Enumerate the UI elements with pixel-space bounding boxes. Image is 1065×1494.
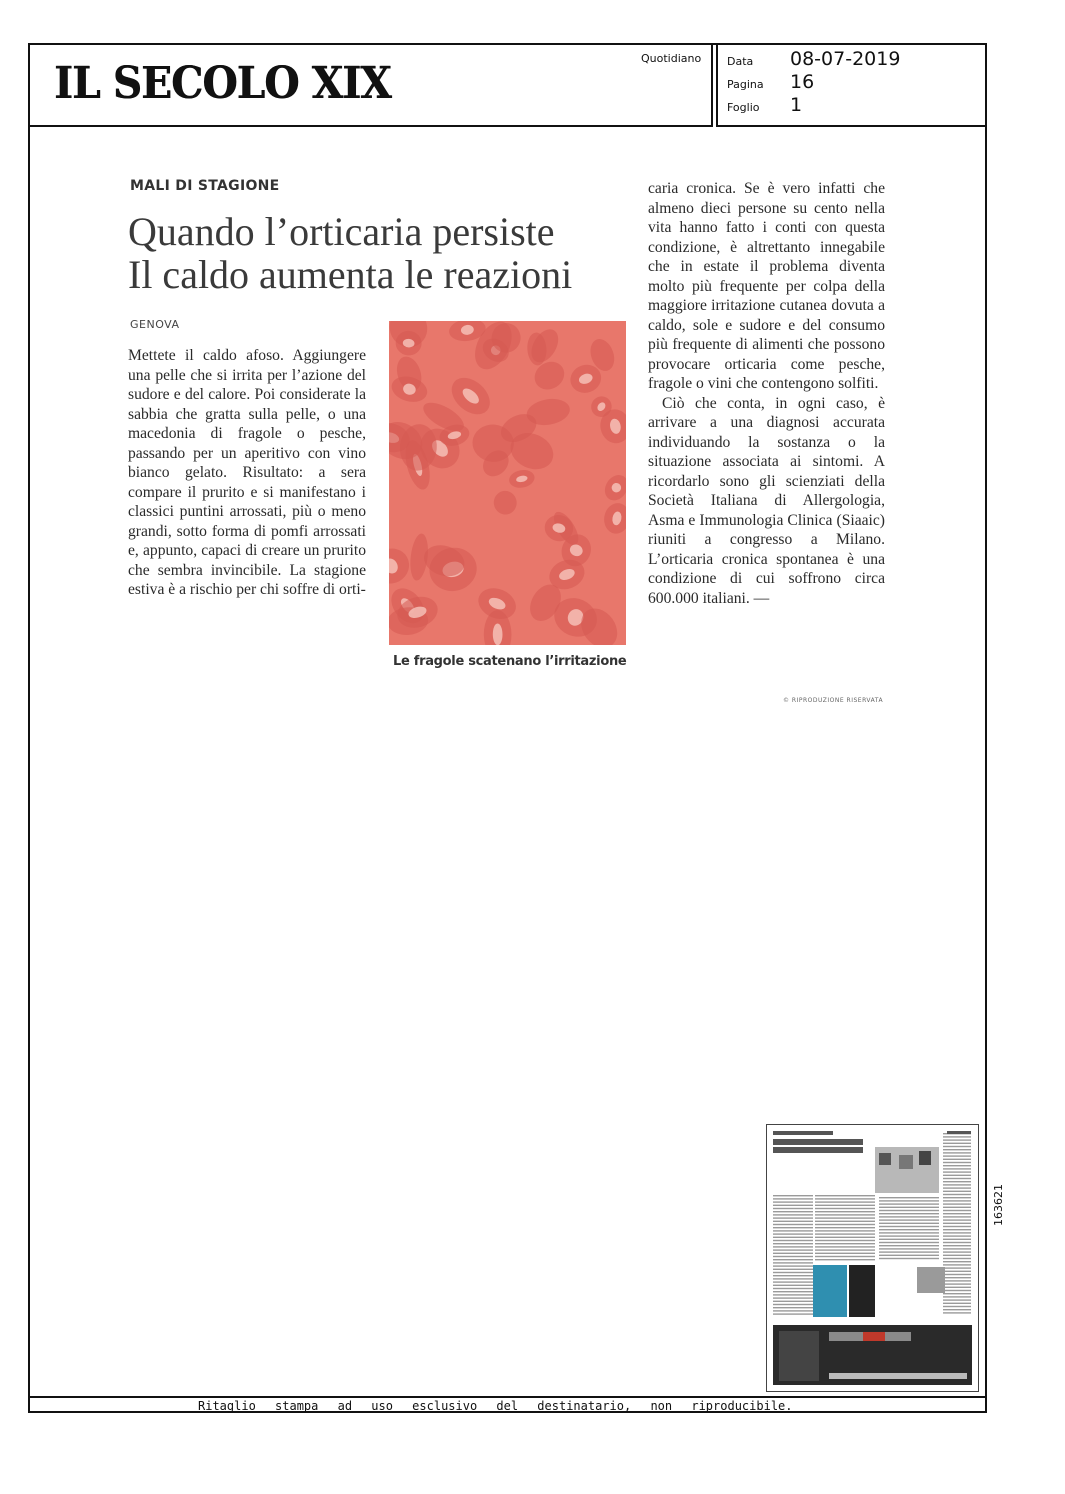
- thumbnail-line: [815, 1237, 875, 1238]
- thumbnail-line: [943, 1200, 971, 1201]
- thumbnail-line: [773, 1211, 813, 1212]
- thumbnail-line: [815, 1217, 875, 1218]
- thumbnail-line: [773, 1272, 813, 1273]
- thumbnail-line: [815, 1224, 875, 1225]
- thumbnail-line: [879, 1197, 939, 1198]
- article-dateline: GENOVA: [130, 318, 180, 331]
- thumbnail-line: [879, 1203, 939, 1204]
- thumbnail-line: [879, 1232, 939, 1233]
- thumbnail-line: [943, 1146, 971, 1147]
- thumbnail-line: [773, 1208, 813, 1209]
- sheet-label: Foglio: [727, 101, 760, 114]
- thumbnail-line: [773, 1281, 813, 1282]
- thumbnail-line: [773, 1291, 813, 1292]
- thumbnail-line: [943, 1245, 971, 1246]
- thumbnail-line: [815, 1201, 875, 1202]
- thumbnail-line: [943, 1293, 971, 1294]
- thumbnail-line: [943, 1261, 971, 1262]
- thumbnail-heading: [773, 1131, 833, 1135]
- thumbnail-line: [773, 1265, 813, 1266]
- thumbnail-line: [943, 1283, 971, 1284]
- thumbnail-line: [943, 1306, 971, 1307]
- thumbnail-line: [773, 1224, 813, 1225]
- thumbnail-line: [773, 1243, 813, 1244]
- thumbnail-line: [943, 1139, 971, 1140]
- thumbnail-line: [815, 1249, 875, 1250]
- thumbnail-line: [879, 1248, 939, 1249]
- thumbnail-ad-strip: [829, 1373, 967, 1379]
- thumbnail-line: [815, 1243, 875, 1244]
- thumbnail-line: [943, 1152, 971, 1153]
- thumbnail-ad-red: [863, 1332, 885, 1341]
- thumbnail-line: [773, 1313, 813, 1314]
- page-thumbnail: [766, 1124, 979, 1392]
- thumbnail-heading: [773, 1139, 863, 1145]
- column-1-paragraph: Mettete il caldo afoso. Aggiungere una pelle che si irrita per l’azione del sudore e del calore. Poi considerate la sabbia che gratta sulla pelle, o una macedonia di fragole o pesche, passando per un aperitivo con vino bianco gelato. Risultato: a sera compare il prurito e si manifestano i classici puntini arrossati, più o meno grandi, sotto forma di pomfi arrossati e, appunto, capaci di creare un prurito che sembra invincibile. La stagione estiva è a rischio per chi soffre di orti-: [128, 347, 366, 598]
- thumbnail-line: [943, 1171, 971, 1172]
- thumbnail-line: [879, 1207, 939, 1208]
- thumbnail-line: [943, 1184, 971, 1185]
- thumbnail-line: [879, 1229, 939, 1230]
- thumbnail-line: [815, 1259, 875, 1260]
- thumbnail-photo-5: [917, 1267, 945, 1293]
- thumbnail-line: [943, 1248, 971, 1249]
- thumbnail-line: [773, 1256, 813, 1257]
- thumbnail-line: [943, 1232, 971, 1233]
- thumbnail-dark-box: [849, 1265, 875, 1317]
- thumbnail-photo-3: [899, 1155, 913, 1169]
- thumbnail-line: [773, 1230, 813, 1231]
- thumbnail-line: [879, 1226, 939, 1227]
- strawberries-photo: [389, 321, 626, 645]
- thumbnail-line: [943, 1187, 971, 1188]
- page-label: Pagina: [727, 78, 764, 91]
- thumbnail-line: [773, 1269, 813, 1270]
- thumbnail-line: [943, 1197, 971, 1198]
- thumbnail-line: [773, 1310, 813, 1311]
- thumbnail-line: [773, 1307, 813, 1308]
- thumbnail-line: [943, 1239, 971, 1240]
- thumbnail-line: [943, 1296, 971, 1297]
- thumbnail-line: [773, 1304, 813, 1305]
- thumbnail-line: [773, 1246, 813, 1247]
- thumbnail-line: [879, 1235, 939, 1236]
- thumbnail-line: [879, 1213, 939, 1214]
- thumbnail-line: [815, 1221, 875, 1222]
- thumbnail-line: [943, 1255, 971, 1256]
- thumbnail-line: [773, 1285, 813, 1286]
- thumbnail-line: [773, 1198, 813, 1199]
- photo-caption: Le fragole scatenano l’irritazione: [393, 654, 627, 669]
- date-value: 08-07-2019: [790, 48, 901, 70]
- thumbnail-line: [773, 1297, 813, 1298]
- thumbnail-line: [943, 1312, 971, 1313]
- thumbnail-line: [815, 1230, 875, 1231]
- thumbnail-line: [879, 1245, 939, 1246]
- thumbnail-heading: [947, 1131, 971, 1134]
- thumbnail-line: [943, 1175, 971, 1176]
- thumbnail-line: [943, 1264, 971, 1265]
- thumbnail-line: [943, 1242, 971, 1243]
- article-kicker: MALI DI STAGIONE: [130, 178, 280, 194]
- thumbnail-line: [943, 1216, 971, 1217]
- thumbnail-line: [879, 1219, 939, 1220]
- thumbnail-line: [943, 1203, 971, 1204]
- thumbnail-line: [815, 1256, 875, 1257]
- thumbnail-line: [879, 1223, 939, 1224]
- thumbnail-line: [943, 1168, 971, 1169]
- thumbnail-line: [773, 1205, 813, 1206]
- thumbnail-line: [773, 1301, 813, 1302]
- thumbnail-line: [943, 1309, 971, 1310]
- thumbnail-line: [879, 1255, 939, 1256]
- thumbnail-line: [943, 1299, 971, 1300]
- thumbnail-line: [773, 1278, 813, 1279]
- archive-code: 163621: [992, 1184, 1005, 1226]
- thumbnail-line: [943, 1143, 971, 1144]
- thumbnail-line: [815, 1214, 875, 1215]
- sheet-value: 1: [790, 94, 803, 116]
- thumbnail-line: [773, 1253, 813, 1254]
- headline-line-1: Quando l’orticaria persiste: [128, 209, 555, 254]
- thumbnail-line: [773, 1249, 813, 1250]
- thumbnail-line: [943, 1136, 971, 1137]
- footer-disclaimer: Ritaglio stampa ad uso esclusivo del destinatario, non riproducibile.: [28, 1396, 987, 1413]
- thumbnail-line: [815, 1205, 875, 1206]
- article-column-1: [128, 346, 366, 600]
- thumbnail-line: [773, 1221, 813, 1222]
- thumbnail-line: [815, 1198, 875, 1199]
- thumbnail-line: [773, 1217, 813, 1218]
- thumbnail-heading: [773, 1147, 863, 1153]
- thumbnail-line: [879, 1210, 939, 1211]
- thumbnail-line: [879, 1251, 939, 1252]
- thumbnail-line: [879, 1200, 939, 1201]
- column-2-paragraph-1: caria cronica. Se è vero infatti che almeno dieci persone su cento nella vita hanno fatto i conti con questa condizione, è altrettanto innegabile che in estate il problema diventa molto più frequente per colpa della maggiore irritazione cutanea dovuta a caldo, sole e sudore e del consumo più frequente di alimenti che possono provocare orticaria come pesche, fragole o vini che contengono solfiti.: [648, 180, 885, 392]
- thumbnail-blue-box: [813, 1265, 847, 1317]
- headline-line-2: Il caldo aumenta le reazioni: [128, 252, 573, 297]
- thumbnail-line: [943, 1235, 971, 1236]
- thumbnail-line: [773, 1233, 813, 1234]
- thumbnail-line: [773, 1288, 813, 1289]
- thumbnail-ad-book: [779, 1331, 819, 1381]
- reproduction-credit: © RIPRODUZIONE RISERVATA: [783, 697, 884, 704]
- thumbnail-line: [943, 1162, 971, 1163]
- thumbnail-line: [943, 1165, 971, 1166]
- thumbnail-line: [943, 1219, 971, 1220]
- thumbnail-line: [943, 1271, 971, 1272]
- thumbnail-line: [773, 1227, 813, 1228]
- article-column-2: [648, 179, 885, 608]
- thumbnail-line: [815, 1253, 875, 1254]
- thumbnail-line: [815, 1227, 875, 1228]
- thumbnail-line: [943, 1155, 971, 1156]
- thumbnail-line: [773, 1259, 813, 1260]
- thumbnail-line: [773, 1240, 813, 1241]
- thumbnail-photo-4: [919, 1151, 931, 1165]
- thumbnail-line: [943, 1194, 971, 1195]
- thumbnail-line: [773, 1195, 813, 1196]
- column-2-paragraph-2: Ciò che conta, in ogni caso, è arrivare a una diagnosi accurata individuando la sostanza o la situazione associata ai sintomi. A ricordarlo sono gli scienziati della Società Italiana di Allergologia, Asma e Immunologia Clinica (Siaaic) riuniti a congresso a Milano. L’orticaria cronica spontanea è una condizione di cui soffrono circa 600.000 italiani. —: [648, 394, 885, 607]
- thumbnail-line: [773, 1201, 813, 1202]
- thumbnail-line: [943, 1159, 971, 1160]
- thumbnail-line: [879, 1242, 939, 1243]
- thumbnail-line: [773, 1214, 813, 1215]
- thumbnail-line: [943, 1277, 971, 1278]
- thumbnail-line: [943, 1303, 971, 1304]
- thumbnail-line: [815, 1233, 875, 1234]
- thumbnail-line: [943, 1207, 971, 1208]
- thumbnail-line: [879, 1239, 939, 1240]
- thumbnail-line: [943, 1251, 971, 1252]
- thumbnail-line: [815, 1195, 875, 1196]
- masthead-logo: IL SECOLO XIX: [54, 58, 391, 109]
- thumbnail-line: [943, 1290, 971, 1291]
- thumbnail-line: [943, 1223, 971, 1224]
- thumbnail-line: [943, 1210, 971, 1211]
- thumbnail-line: [943, 1149, 971, 1150]
- thumbnail-line: [943, 1229, 971, 1230]
- thumbnail-line: [943, 1274, 971, 1275]
- publication-type: Quotidiano: [641, 52, 702, 65]
- thumbnail-line: [943, 1287, 971, 1288]
- thumbnail-line: [943, 1181, 971, 1182]
- thumbnail-line: [773, 1262, 813, 1263]
- thumbnail-line: [815, 1240, 875, 1241]
- thumbnail-line: [773, 1294, 813, 1295]
- thumbnail-line: [943, 1226, 971, 1227]
- thumbnail-line: [879, 1258, 939, 1259]
- thumbnail-line: [773, 1275, 813, 1276]
- thumbnail-line: [943, 1178, 971, 1179]
- date-label: Data: [727, 55, 754, 68]
- article-headline: [128, 210, 628, 296]
- thumbnail-line: [943, 1267, 971, 1268]
- thumbnail-line: [943, 1213, 971, 1214]
- thumbnail-photo-2: [879, 1153, 891, 1165]
- thumbnail-line: [815, 1211, 875, 1212]
- page-value: 16: [790, 71, 815, 93]
- thumbnail-line: [943, 1280, 971, 1281]
- thumbnail-line: [815, 1246, 875, 1247]
- thumbnail-line: [943, 1191, 971, 1192]
- thumbnail-line: [879, 1216, 939, 1217]
- thumbnail-line: [943, 1258, 971, 1259]
- thumbnail-line: [773, 1237, 813, 1238]
- thumbnail-line: [815, 1208, 875, 1209]
